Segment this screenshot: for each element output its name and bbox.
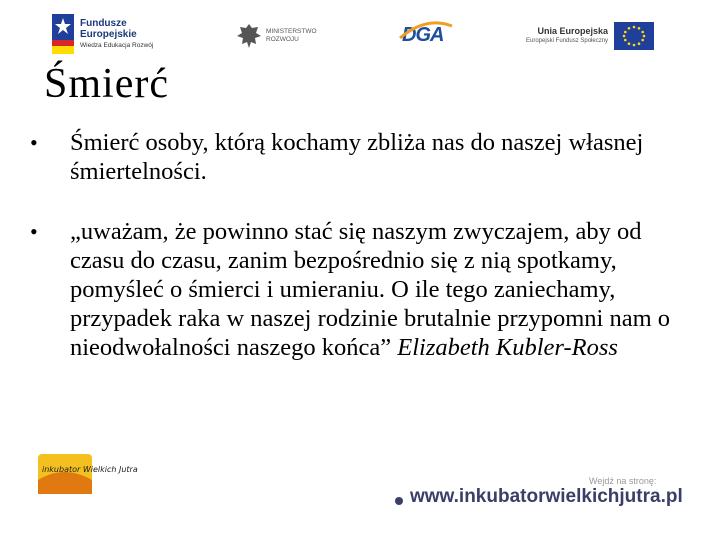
website-link[interactable]: www.inkubatorwielkichjutra.pl (410, 486, 683, 507)
visit-label: Wejdź na stronę: (589, 476, 657, 486)
ue-line2: Europejski Fundusz Społeczny (526, 38, 609, 44)
dga-logo (402, 24, 443, 47)
unia-europejska-logo (526, 22, 654, 50)
bullet-item (30, 217, 690, 362)
fundusze-star-icon (52, 14, 74, 54)
fundusze-line3: Wiedza Edukacja Rozwój (80, 41, 154, 49)
bullet-item (30, 128, 690, 186)
fundusze-europejskie-logo (52, 14, 153, 54)
logo-bar (0, 0, 720, 62)
bullet-marker: • (30, 130, 38, 155)
dga-text: DGA (402, 24, 444, 46)
dot-icon (395, 497, 403, 505)
quote-author: Elizabeth Kubler-Ross (397, 334, 618, 361)
ministerstwo-line2: ROZWOJU (266, 36, 299, 43)
ministerstwo-rozwoju-logo (236, 22, 317, 50)
eu-flag-icon (614, 22, 654, 50)
polish-eagle-icon (236, 22, 262, 50)
ue-line1: Unia Europejska (537, 26, 609, 36)
bullet-marker: • (30, 219, 38, 244)
inkubator-logo (34, 450, 138, 498)
dga-swoosh-icon (398, 20, 454, 44)
inkubator-logo-text: inkubator Wielkich Jutra (42, 465, 138, 474)
slide-title: Śmierć (44, 61, 169, 107)
bullet-list (30, 128, 690, 362)
ministerstwo-line1: MINISTERSTWO (266, 28, 317, 35)
bullet-text: Śmierć osoby, którą kochamy zbliża nas do naszej własnej śmiertelności. (70, 129, 644, 185)
quote-text: „uważam, że powinno stać się naszym zwyczajem, aby od czasu do czasu, zanim bezpośrednio się z nią spotkamy, pomyśleć o śmierci i umieraniu. O ile tego zaniechamy, przypadek raka w naszej rodzinie brutalnie przypomni nam o nieodwołalności naszego końca” (70, 218, 671, 361)
fundusze-line2: Europejskie (80, 28, 137, 40)
fundusze-line1: Fundusze (80, 17, 127, 29)
